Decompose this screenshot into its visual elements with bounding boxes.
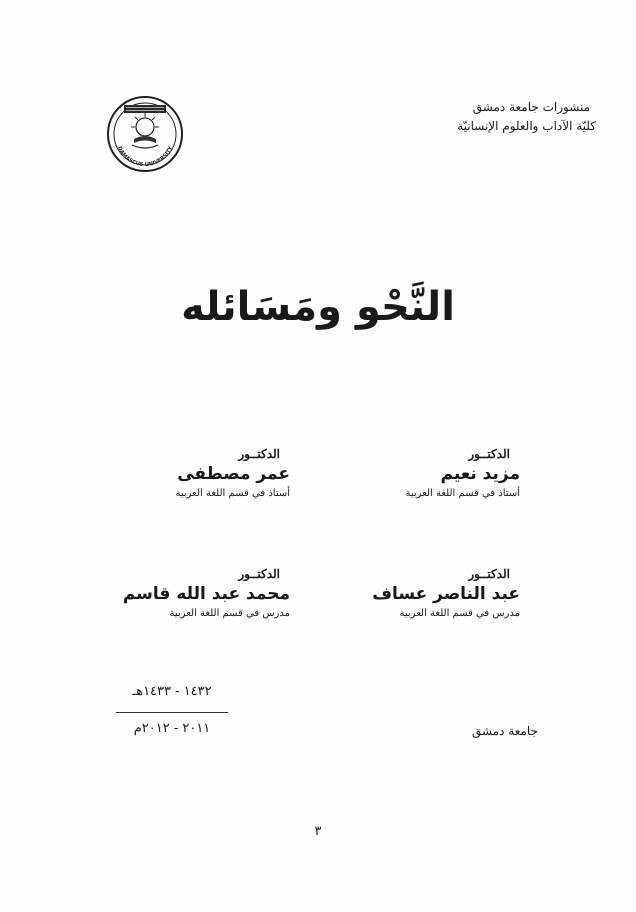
author-rank: الدكتــور bbox=[238, 447, 280, 461]
author-card bbox=[90, 446, 290, 502]
author-position: مدرس في قسم اللغة العربية bbox=[169, 608, 290, 619]
author-card bbox=[90, 566, 290, 622]
author-position: مدرس في قسم اللغة العربية bbox=[399, 608, 520, 619]
date-divider bbox=[116, 712, 228, 713]
gregorian-year: ٢٠١١ - ٢٠١٢م bbox=[133, 721, 211, 736]
hijri-year: ١٤٣٢ - ١٤٣٣هـ bbox=[132, 684, 212, 699]
author-rank: الدكتــور bbox=[238, 567, 280, 581]
author-rank: الدكتــور bbox=[468, 447, 510, 461]
publisher-name: منشورات جامعة دمشق bbox=[472, 100, 590, 114]
author-name: عبد الناصر عساف bbox=[372, 584, 520, 604]
author-name: محمد عبد الله قاسم bbox=[122, 584, 290, 604]
university-logo-icon bbox=[104, 93, 186, 175]
svg-text:DAMASCUS UNIVERSITY: DAMASCUS UNIVERSITY bbox=[116, 145, 174, 169]
author-position: أستاذ في قسم اللغة العربية bbox=[405, 488, 520, 499]
author-name: عمر مصطفى bbox=[177, 464, 290, 484]
publisher-block bbox=[366, 98, 596, 136]
author-position: أستاذ في قسم اللغة العربية bbox=[175, 488, 290, 499]
author-name: مزيد نعيم bbox=[440, 464, 520, 484]
book-title: النَّحْو ومَسَائله bbox=[181, 284, 455, 330]
author-card bbox=[320, 446, 520, 502]
publication-dates bbox=[116, 682, 228, 739]
author-card bbox=[320, 566, 520, 622]
author-rank: الدكتــور bbox=[468, 567, 510, 581]
page-number: ٣ bbox=[314, 824, 322, 839]
faculty-name: كليّة الآداب والعلوم الإنسانيّة bbox=[457, 119, 596, 133]
university-name: جامعة دمشق bbox=[471, 724, 538, 738]
